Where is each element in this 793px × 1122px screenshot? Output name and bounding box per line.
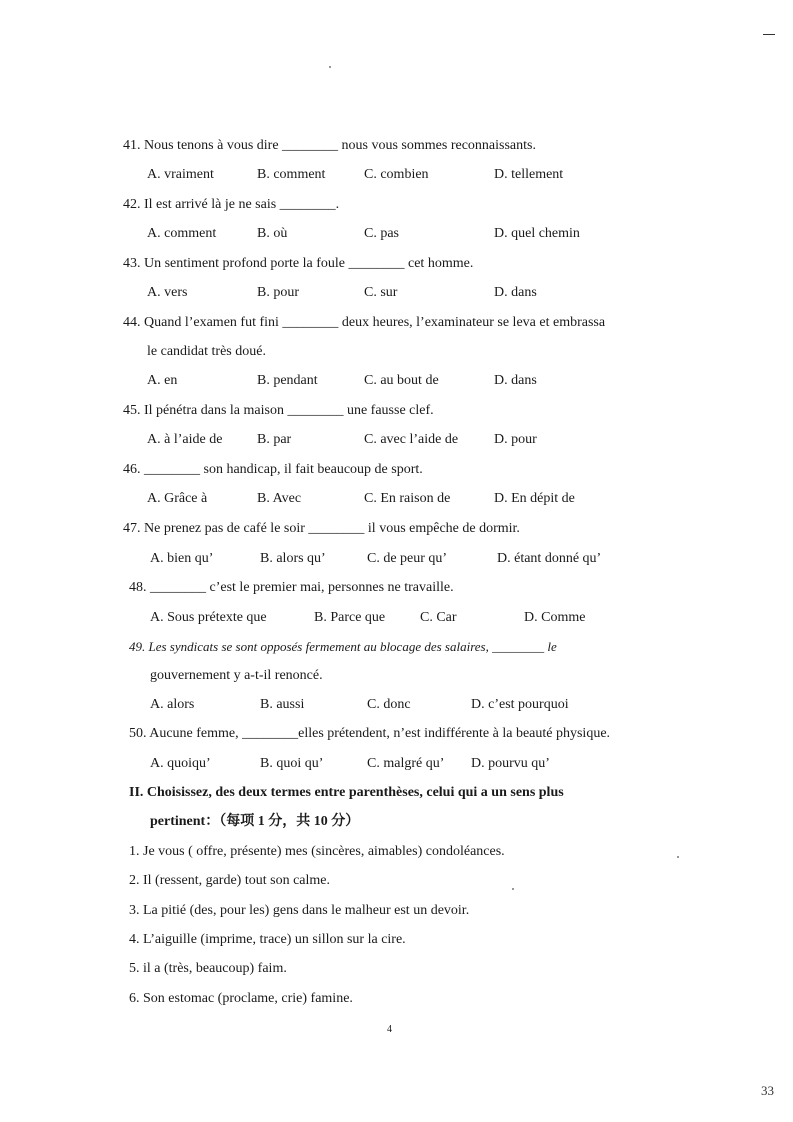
- option-b: B. Parce que: [314, 610, 386, 625]
- option-c: C. En raison de: [364, 491, 451, 506]
- section-2-item: 5. il a (très, beaucoup) faim.: [129, 961, 287, 976]
- option-c: C. de peur qu’: [367, 551, 448, 566]
- question-48-stem: 48. ________ c’est le premier mai, personnes ne travaille.: [129, 580, 454, 595]
- option-c: C. avec l’aide de: [364, 432, 459, 447]
- option-b: B. par: [257, 432, 292, 447]
- option-a: A. en: [147, 373, 178, 388]
- option-d: D. pourvu qu’: [471, 756, 550, 771]
- question-42-stem: 42. Il est arrivé là je ne sais ________.: [123, 197, 340, 212]
- question-46-stem: 46. ________ son handicap, il fait beaucoup de sport.: [123, 462, 423, 477]
- question-44-stem: 44. Quand l’examen fut fini ________ deux heures, l’examinateur se leva et embrassa: [123, 315, 606, 330]
- option-d: D. En dépit de: [494, 491, 575, 506]
- option-d: D. Comme: [524, 610, 586, 625]
- option-a: A. bien qu’: [150, 551, 214, 566]
- option-b: B. où: [257, 226, 288, 241]
- option-d: D. dans: [494, 373, 537, 388]
- section-2-item: 4. L’aiguille (imprime, trace) un sillon sur la cire.: [129, 932, 406, 947]
- option-d: D. tellement: [494, 167, 564, 182]
- option-b: B. pendant: [257, 373, 318, 388]
- option-c: C. donc: [367, 697, 411, 712]
- section-2-item: 6. Son estomac (proclame, crie) famine.: [129, 991, 353, 1006]
- scan-speck: [677, 856, 679, 858]
- question-43-stem: 43. Un sentiment profond porte la foule ________ cet homme.: [123, 256, 474, 271]
- option-c: C. Car: [420, 610, 457, 625]
- option-c: C. malgré qu’: [367, 756, 445, 771]
- question-41-stem: 41. Nous tenons à vous dire ________ nous vous sommes reconnaissants.: [123, 138, 536, 153]
- option-d: D. dans: [494, 285, 537, 300]
- section-2-title: II. Choisissez, des deux termes entre parenthèses, celui qui a un sens plus: [129, 785, 564, 800]
- section-2-item: 3. La pitié (des, pour les) gens dans le malheur est un devoir.: [129, 903, 470, 918]
- option-a: A. comment: [147, 226, 217, 241]
- scan-speck: [329, 66, 331, 68]
- option-c: C. pas: [364, 226, 399, 241]
- section-2-item: 1. Je vous ( offre, présente) mes (sincères, aimables) condoléances.: [129, 844, 505, 859]
- option-a: A. Sous prétexte que: [150, 610, 267, 625]
- option-b: B. aussi: [260, 697, 305, 712]
- option-a: A. vers: [147, 285, 188, 300]
- corner-number: 33: [761, 1083, 774, 1098]
- option-b: B. pour: [257, 285, 299, 300]
- option-c: C. combien: [364, 167, 429, 182]
- option-b: B. alors qu’: [260, 551, 326, 566]
- option-a: A. vraiment: [147, 167, 214, 182]
- question-49-stem-continued: gouvernement y a-t-il renoncé.: [150, 668, 323, 683]
- option-b: B. comment: [257, 167, 326, 182]
- question-49-stem: 49. Les syndicats se sont opposés fermement au blocage des salaires, ________ le: [129, 639, 557, 654]
- option-d: D. étant donné qu’: [497, 551, 602, 566]
- option-a: A. Grâce à: [147, 491, 208, 506]
- option-b: B. quoi qu’: [260, 756, 324, 771]
- page-number: 4: [387, 1024, 392, 1035]
- section-2-title-continued: pertinent：（每项 1 分，共 10 分）: [150, 814, 360, 829]
- question-50-stem: 50. Aucune femme, ________elles prétendent, n’est indifférente à la beauté physique.: [129, 726, 611, 741]
- section-2-item: 2. Il (ressent, garde) tout son calme.: [129, 873, 330, 888]
- option-a: A. alors: [150, 697, 195, 712]
- option-a: A. à l’aide de: [147, 432, 223, 447]
- question-45-stem: 45. Il pénétra dans la maison ________ une fausse clef.: [123, 403, 434, 418]
- option-c: C. au bout de: [364, 373, 439, 388]
- option-a: A. quoiqu’: [150, 756, 211, 771]
- option-c: C. sur: [364, 285, 398, 300]
- option-d: D. quel chemin: [494, 226, 580, 241]
- option-d: D. pour: [494, 432, 537, 447]
- scan-speck: [512, 888, 514, 890]
- option-d: D. c’est pourquoi: [471, 697, 569, 712]
- question-47-stem: 47. Ne prenez pas de café le soir ________ il vous empêche de dormir.: [123, 521, 520, 536]
- option-b: B. Avec: [257, 491, 302, 506]
- question-44-stem-continued: le candidat très doué.: [147, 344, 266, 359]
- scan-mark: [763, 34, 775, 35]
